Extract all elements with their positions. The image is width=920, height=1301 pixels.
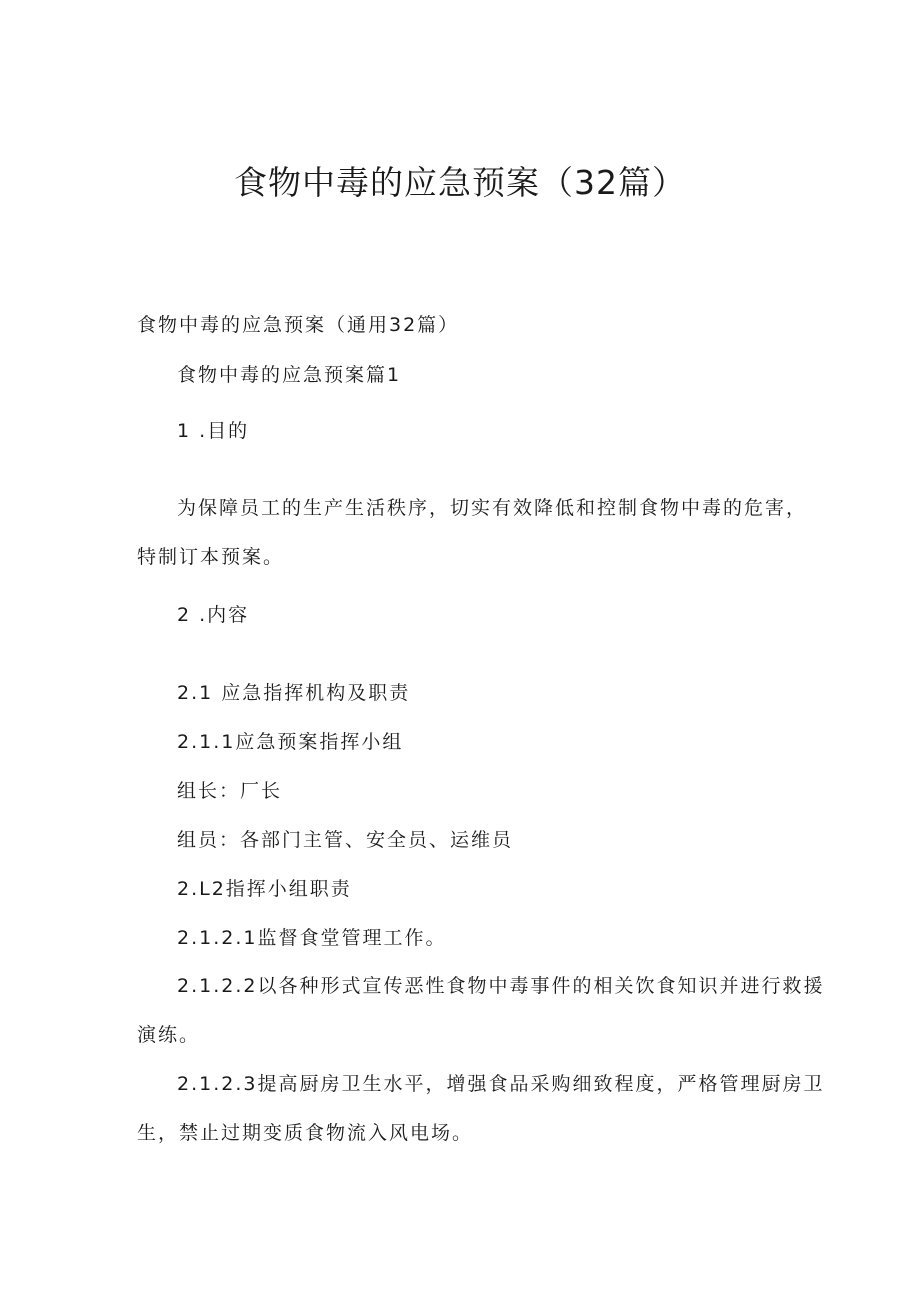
document-subtitle: 食物中毒的应急预案（通用32篇） xyxy=(137,314,460,336)
paragraph-line: 2.1.1应急预案指挥小组 xyxy=(177,731,404,753)
paragraph-line: 2.1.2.3提高厨房卫生水平，增强食品采购细致程度，严格管理厨房卫 xyxy=(177,1073,825,1095)
paragraph-line: 2.1 应急指挥机构及职责 xyxy=(177,682,411,704)
document-title: 食物中毒的应急预案（32篇） xyxy=(234,163,686,202)
paragraph-line: 2.L2指挥小组职责 xyxy=(177,878,352,900)
paragraph-line: 2 .内容 xyxy=(177,604,250,626)
paragraph-line: 组员：各部门主管、安全员、运维员 xyxy=(177,829,514,851)
section-heading: 食物中毒的应急预案篇1 xyxy=(177,364,402,386)
paragraph-line: 2.1.2.2以各种形式宣传恶性食物中毒事件的相关饮食知识并进行救援 xyxy=(177,975,825,997)
paragraph-line: 生，禁止过期变质食物流入风电场。 xyxy=(137,1122,474,1144)
paragraph-line: 演练。 xyxy=(137,1024,201,1046)
paragraph-line: 特制订本预案。 xyxy=(137,546,285,568)
paragraph-line: 为保障员工的生产生活秩序，切实有效降低和控制食物中毒的危害， xyxy=(177,497,808,519)
paragraph-line: 组长：厂长 xyxy=(177,780,283,802)
paragraph-line: 1 .目的 xyxy=(177,420,250,442)
paragraph-line: 2.1.2.1监督食堂管理工作。 xyxy=(177,927,447,949)
